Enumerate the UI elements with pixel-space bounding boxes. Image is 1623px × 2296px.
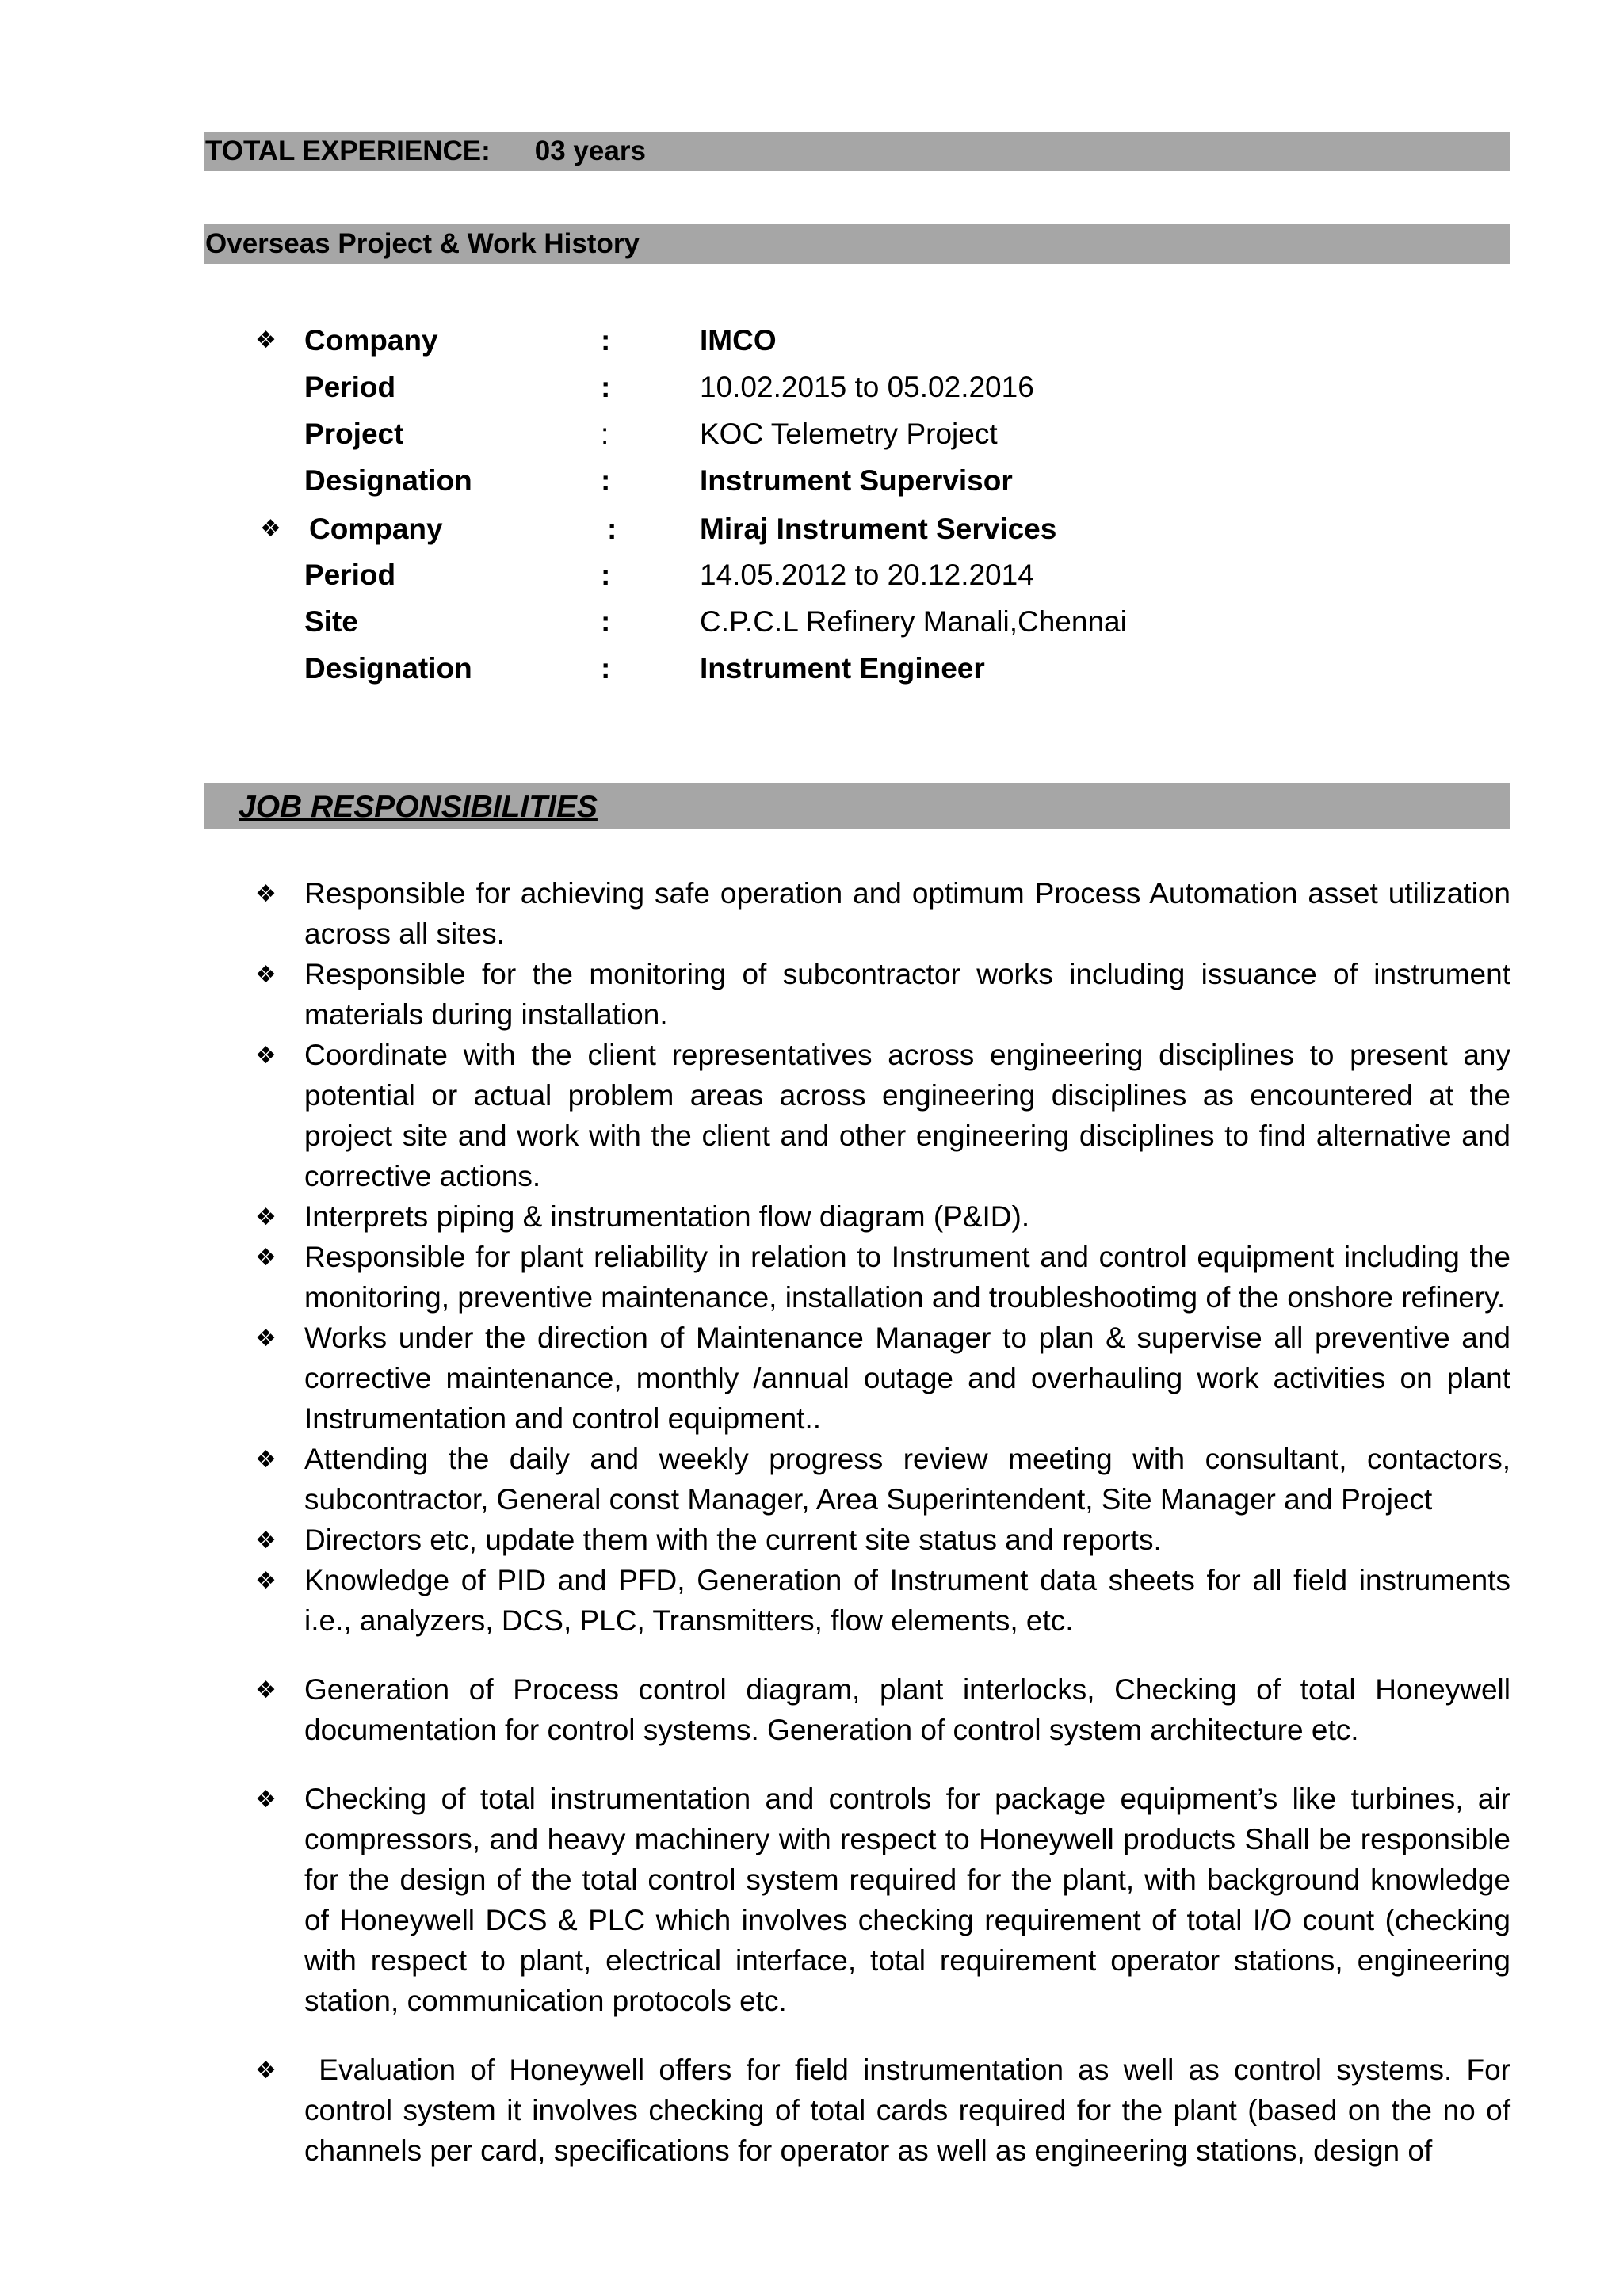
job-2-company-value: Miraj Instrument Services — [700, 513, 1057, 545]
job-2-period-key: Period — [304, 559, 396, 591]
responsibility-text: Interprets piping & instrumentation flow diagram (P&ID). — [304, 1200, 1030, 1233]
list-item — [0, 1318, 1623, 1439]
list-item — [0, 1237, 1623, 1318]
responsibility-text: Attending the daily and weekly progress review meeting with consultant, contactors, subcontractor, General const Manager, Area Superintendent, Site Manager and Project — [304, 1443, 1510, 1516]
job-1-company-key: Company — [304, 324, 438, 357]
total-experience-bar — [204, 132, 1510, 171]
job-1-period-value: 10.02.2015 to 05.02.2016 — [700, 371, 1034, 403]
bullet-icon: ❖ — [255, 1245, 277, 1271]
job-2-site-key: Site — [304, 605, 358, 638]
bullet-icon: ❖ — [255, 1204, 277, 1230]
job-2-site-value: C.P.C.L Refinery Manali,Chennai — [700, 605, 1127, 638]
job-1-company-row — [0, 323, 1623, 358]
job-responsibilities-title: JOB RESPONSIBILITIES — [239, 790, 598, 824]
responsibility-text: Responsible for plant reliability in relation to Instrument and control equipment including the monitoring, preventive maintenance, installation and troubleshootimg of the onshore refinery. — [304, 1241, 1510, 1314]
bullet-icon: ❖ — [255, 1043, 277, 1069]
responsibility-text: Evaluation of Honeywell offers for field instrumentation as well as control systems. For control system it involves checking of total cards required for the plant (based on the no of channels per card, specifications for operator as well as engineering stations, design of — [304, 2054, 1519, 2167]
responsibility-text: Checking of total instrumentation and controls for package equipment’s like turbines, air compressors, and heavy machinery with respect to Honeywell products Shall be responsible for the design of the total control system required for the plant, with background knowledge of Honeywell DCS & PLC which involves checking requirement of total I/O count (checking with respect to plant, electrical interface, total requirement operator stations, engineering station, communication protocols etc. — [304, 1783, 1510, 2017]
job-2-designation-value: Instrument Engineer — [700, 652, 985, 685]
bullet-icon: ❖ — [255, 1325, 277, 1352]
list-item — [0, 1439, 1623, 1520]
responsibility-text: Works under the direction of Maintenance Manager to plan & supervise all preventive and corrective maintenance, monthly /annual outage and overhauling work activities on plant Instrumentation and control equipment.. — [304, 1322, 1510, 1435]
job-2-designation-key: Designation — [304, 652, 472, 685]
colon: : — [601, 605, 611, 638]
job-2-site-row — [0, 605, 1623, 639]
job-2-period-value: 14.05.2012 to 20.12.2014 — [700, 559, 1034, 591]
responsibility-text: Responsible for the monitoring of subcontractor works including issuance of instrument materials during installation. — [304, 958, 1510, 1031]
list-item — [0, 1560, 1623, 1641]
bullet-icon: ❖ — [255, 881, 277, 907]
list-item — [0, 1669, 1623, 1750]
bullet-icon: ❖ — [255, 1527, 277, 1554]
list-item — [0, 1035, 1623, 1196]
list-item — [0, 1779, 1623, 2021]
work-history-heading: Overseas Project & Work History — [204, 224, 1510, 264]
bullet-icon: ❖ — [260, 516, 281, 542]
responsibility-text: Generation of Process control diagram, plant interlocks, Checking of total Honeywell documentation for control systems. Generation of control system architecture etc. — [304, 1673, 1510, 1746]
list-item — [0, 954, 1623, 1035]
bullet-icon: ❖ — [255, 1568, 277, 1594]
job-2-company-key: Company — [309, 513, 443, 545]
responsibility-text: Responsible for achieving safe operation and optimum Process Automation asset utilization across all sites. — [304, 877, 1510, 950]
job-1-period-row — [0, 370, 1623, 405]
list-item — [0, 2050, 1623, 2171]
job-1-designation-key: Designation — [304, 464, 472, 497]
colon: : — [607, 513, 617, 545]
job-1-designation-value: Instrument Supervisor — [700, 464, 1013, 497]
job-2-designation-row — [0, 651, 1623, 686]
bullet-icon: ❖ — [255, 1677, 277, 1703]
colon: : — [601, 418, 609, 450]
responsibilities-list — [0, 873, 1623, 2171]
responsibility-text: Knowledge of PID and PFD, Generation of Instrument data sheets for all field instruments i.e., analyzers, DCS, PLC, Transmitters, flow elements, etc. — [304, 1564, 1510, 1637]
job-2-period-row — [0, 558, 1623, 593]
bullet-icon: ❖ — [255, 1447, 277, 1473]
total-experience-value: 03 years — [534, 135, 646, 166]
colon: : — [601, 464, 611, 497]
job-1-company-value: IMCO — [700, 324, 777, 357]
list-item — [0, 873, 1623, 954]
job-1-project-key: Project — [304, 418, 404, 450]
job-1-period-key: Period — [304, 371, 396, 403]
list-item — [0, 1520, 1623, 1560]
colon: : — [601, 371, 611, 403]
colon: : — [601, 652, 611, 685]
responsibility-text: Directors etc, update them with the current site status and reports. — [304, 1524, 1162, 1556]
job-1-project-value: KOC Telemetry Project — [700, 418, 998, 450]
job-1-designation-row — [0, 463, 1623, 498]
responsibility-text: Coordinate with the client representatives across engineering disciplines to present any potential or actual problem areas across engineering disciplines as encountered at the project site and work with the client and other engineering disciplines to find alternative and corrective actions. — [304, 1039, 1510, 1192]
bullet-icon: ❖ — [255, 2058, 277, 2084]
colon: : — [601, 559, 611, 591]
colon: : — [601, 324, 611, 357]
list-item — [0, 1196, 1623, 1237]
bullet-icon: ❖ — [255, 327, 277, 353]
job-responsibilities-heading — [204, 783, 1510, 829]
total-experience-label: TOTAL EXPERIENCE: — [205, 135, 491, 166]
job-2-company-row — [0, 512, 1623, 547]
job-1-project-row — [0, 417, 1623, 452]
bullet-icon: ❖ — [255, 962, 277, 988]
bullet-icon: ❖ — [255, 1787, 277, 1813]
